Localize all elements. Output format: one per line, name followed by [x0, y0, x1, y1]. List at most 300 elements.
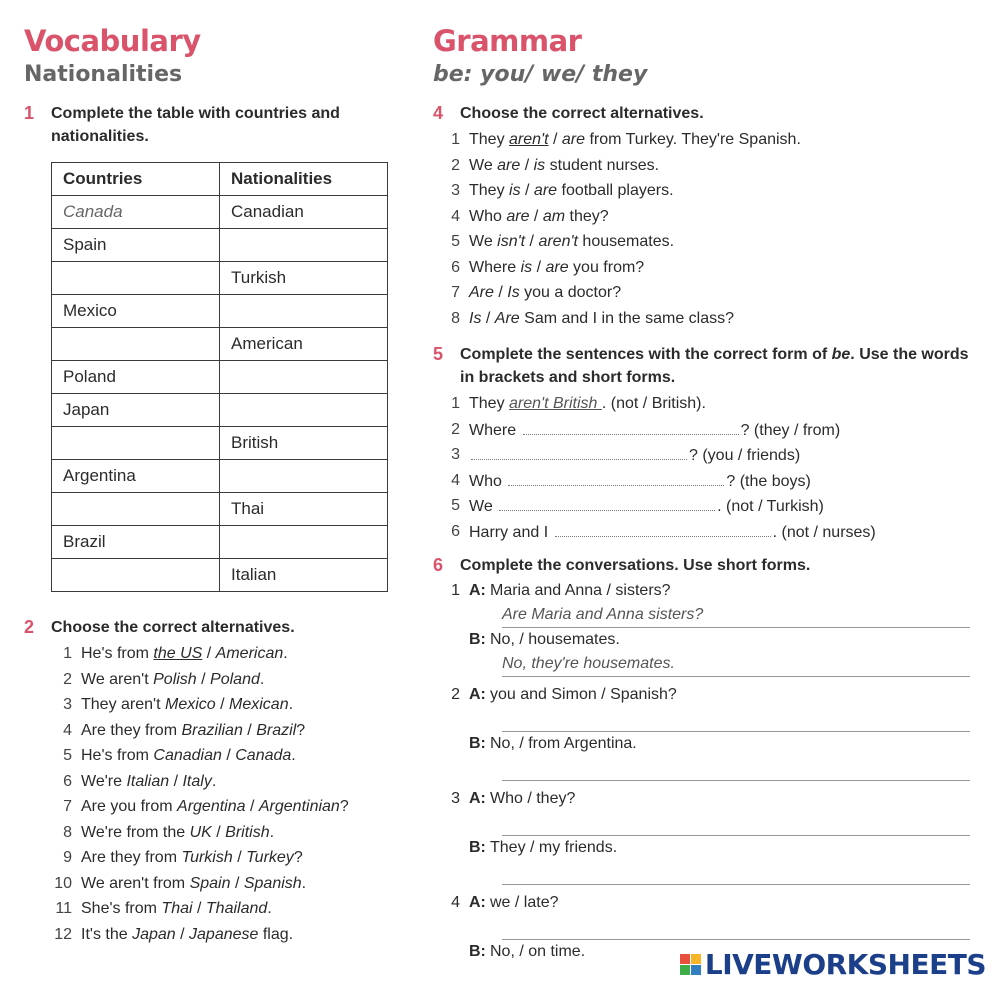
speaker-b-label: B: — [469, 631, 486, 648]
exercise-instruction — [460, 343, 978, 389]
item-number: 1 — [451, 395, 460, 412]
alternative-separator: / — [202, 645, 216, 662]
alternative-a: aren't — [509, 131, 549, 148]
alternative-separator: / — [232, 849, 247, 866]
speaker-b-row — [433, 628, 978, 652]
alternative-separator: / — [242, 721, 257, 739]
item-text — [469, 204, 609, 230]
item-text — [469, 442, 800, 468]
list-item — [24, 845, 404, 871]
country-cell: Argentina — [52, 460, 220, 493]
item-number: 9 — [63, 849, 72, 866]
section-title: Vocabulary — [24, 24, 201, 58]
table-row — [52, 229, 388, 262]
country-cell: Japan — [52, 394, 220, 427]
item-suffix: . — [259, 670, 265, 688]
table-row — [52, 394, 388, 427]
alternative-b: are — [533, 182, 558, 199]
item-text — [469, 153, 659, 179]
item-text — [469, 519, 876, 545]
prompt-text: No, / housemates. — [490, 631, 620, 648]
list-item — [433, 519, 978, 545]
item-number: 7 — [63, 798, 72, 815]
answer-line — [502, 915, 970, 940]
item-text — [81, 871, 306, 897]
item-prefix: They — [469, 131, 510, 148]
vocabulary-section — [24, 24, 404, 947]
item-text — [469, 306, 734, 332]
conversation — [433, 787, 978, 885]
nationality-cell — [220, 526, 388, 559]
list-item — [24, 692, 404, 718]
item-suffix: you a doctor? — [519, 284, 622, 301]
table-row — [52, 361, 388, 394]
item-prefix: We're from the — [81, 823, 190, 841]
alternative-a: are — [506, 207, 530, 225]
country-cell — [52, 493, 220, 526]
item-number: 4 — [451, 207, 460, 225]
alternative-a: UK — [189, 823, 212, 841]
alternative-a: Thai — [161, 900, 193, 917]
list-item — [433, 255, 978, 281]
country-cell — [52, 559, 220, 592]
item-number: 6 — [451, 522, 460, 540]
alternative-b: Mexican — [229, 696, 289, 713]
item-suffix: . — [283, 645, 288, 662]
alternative-a: the US — [153, 645, 203, 662]
item-suffix: football players. — [557, 182, 674, 199]
alternative-a: are — [497, 156, 521, 174]
item-number: 10 — [54, 874, 72, 892]
nationality-cell: American — [220, 328, 388, 361]
item-text — [469, 229, 674, 255]
item-prefix: Are you from — [81, 798, 178, 815]
nationality-cell — [220, 229, 388, 262]
alternative-separator: / — [230, 874, 244, 892]
item-prefix: Are they from — [81, 849, 182, 866]
blank-line — [471, 442, 687, 460]
answer-line — [502, 756, 970, 781]
country-cell: Poland — [52, 361, 220, 394]
item-number: 2 — [451, 156, 460, 174]
item-number: 12 — [54, 925, 72, 943]
answer-line — [502, 707, 970, 732]
exercise-number: 1 — [24, 103, 35, 123]
item-number: 7 — [451, 284, 460, 301]
answer-line — [502, 811, 970, 836]
country-cell — [52, 427, 220, 460]
alternative-b: Italy — [182, 772, 212, 790]
subtitle-be: be — [433, 62, 464, 87]
alternative-separator: / — [221, 747, 236, 764]
alternative-b: Poland — [210, 670, 260, 688]
list-item — [433, 153, 978, 179]
alternative-a: Turkish — [181, 849, 233, 866]
item-text — [81, 667, 264, 693]
list-item — [433, 204, 978, 230]
prompt-text: No, / from Argentina. — [490, 735, 637, 752]
alternative-separator: / — [196, 670, 211, 688]
conversation — [433, 579, 978, 677]
speaker-a-label: A: — [469, 790, 486, 807]
item-suffix: you from? — [568, 258, 645, 276]
alternative-separator: / — [532, 258, 546, 276]
item-prefix: We aren't — [81, 670, 154, 688]
item-suffix: . — [301, 874, 307, 892]
table-row — [52, 427, 388, 460]
exercise-number: 5 — [433, 344, 444, 364]
alternative-separator: / — [493, 284, 508, 301]
item-suffix: ? (the boys) — [726, 472, 811, 490]
item-number: 1 — [63, 645, 72, 662]
speaker-a-label: A: — [469, 686, 486, 703]
item-number — [433, 732, 469, 756]
list-item — [433, 493, 978, 519]
grammar-section — [433, 24, 978, 964]
item-prefix: Harry and I — [469, 523, 553, 541]
alternative-b: Is — [507, 284, 520, 301]
nationality-cell: Turkish — [220, 262, 388, 295]
alternative-a: Canadian — [153, 747, 222, 764]
exercise-instruction: Complete the table with countries and nationalities. — [51, 105, 340, 145]
column-header: Countries — [52, 163, 220, 196]
list-item — [24, 769, 404, 795]
item-suffix: . (not / British). — [601, 395, 706, 412]
list-item — [433, 442, 978, 468]
table-row — [52, 295, 388, 328]
exercise-2-list — [24, 641, 404, 947]
answer-line — [502, 860, 970, 885]
logo-text: LIVEWORKSHEETS — [704, 948, 986, 981]
nationality-cell — [220, 295, 388, 328]
answer-line: No, they're housemates. — [502, 652, 970, 677]
item-suffix: . (not / Turkish) — [717, 498, 824, 515]
item-suffix: ? — [296, 721, 306, 739]
item-suffix: . (not / nurses) — [772, 523, 876, 541]
prompt-text: we / late? — [490, 894, 559, 911]
list-item — [24, 871, 404, 897]
item-number: 8 — [63, 823, 72, 841]
alternative-separator: / — [169, 772, 183, 790]
item-prefix: Are they from — [81, 721, 182, 739]
item-text — [469, 280, 621, 306]
answer-text: aren't British — [509, 395, 602, 412]
item-number: 1 — [451, 582, 460, 599]
alternative-b: Argentinian — [258, 798, 340, 815]
item-suffix: Sam and I in the same class? — [519, 309, 735, 327]
item-number: 4 — [451, 471, 460, 489]
item-text — [81, 769, 216, 795]
list-item — [24, 820, 404, 846]
answer-line: Are Maria and Anna sisters? — [502, 603, 970, 628]
conversation — [433, 683, 978, 781]
blank-line — [499, 493, 715, 511]
item-suffix: ? — [293, 849, 303, 866]
list-item — [433, 127, 978, 153]
table-row — [52, 493, 388, 526]
item-suffix: ? (you / friends) — [689, 447, 801, 464]
item-text — [469, 255, 644, 281]
speaker-b-label: B: — [469, 735, 486, 752]
list-item — [433, 178, 978, 204]
item-prefix: We aren't from — [81, 874, 190, 892]
exercise-5-header — [433, 343, 978, 389]
speaker-a-label: A: — [469, 894, 486, 911]
item-prefix: We — [469, 156, 498, 174]
list-item — [24, 743, 404, 769]
alternative-separator: / — [481, 309, 495, 327]
exercise-instruction: Choose the correct alternatives. — [460, 105, 704, 122]
speaker-b-label: B: — [469, 839, 486, 856]
prompt-text: you and Simon / Spanish? — [490, 686, 677, 703]
item-suffix: housemates. — [577, 233, 675, 250]
list-item — [433, 391, 978, 417]
item-text — [469, 493, 824, 519]
nationality-cell — [220, 361, 388, 394]
alternative-separator: / — [175, 925, 190, 943]
nationality-cell: Thai — [220, 493, 388, 526]
exercise-4-list — [433, 127, 978, 331]
item-prefix: They aren't — [81, 696, 165, 713]
alternative-a: Is — [469, 309, 482, 327]
item-number: 4 — [63, 721, 72, 739]
list-item — [24, 718, 404, 744]
item-number: 3 — [451, 790, 460, 807]
list-item — [24, 641, 404, 667]
alternative-b: are — [545, 258, 569, 276]
item-prefix: We're — [81, 772, 127, 790]
item-text — [469, 127, 801, 153]
item-text — [81, 794, 349, 820]
item-prefix: Where — [469, 258, 521, 276]
table-header-row — [52, 163, 388, 196]
speaker-a-row — [433, 787, 978, 811]
item-prefix: She's from — [81, 900, 162, 917]
instruction-post: . Use the words in brackets and short forms. — [460, 346, 969, 386]
section-subtitle: Nationalities — [24, 62, 183, 87]
item-number: 1 — [451, 131, 460, 148]
speaker-b-label: B: — [469, 943, 486, 960]
item-number: 3 — [451, 446, 460, 463]
alternative-b: am — [542, 207, 566, 225]
item-text — [81, 922, 293, 948]
item-number: 11 — [55, 900, 72, 917]
exercise-4-header — [433, 102, 978, 125]
exercise-2-header — [24, 616, 404, 639]
country-cell: Canada — [52, 196, 220, 229]
list-item — [433, 468, 978, 494]
nationalities-table — [51, 162, 388, 592]
item-text — [81, 820, 274, 846]
list-item — [433, 306, 978, 332]
item-suffix: student nurses. — [545, 156, 660, 174]
alternative-separator: / — [215, 696, 230, 713]
list-item — [433, 280, 978, 306]
item-number: 2 — [63, 670, 72, 688]
alternative-b: Thailand — [205, 900, 268, 917]
exercise-1-header — [24, 102, 404, 148]
blank-line — [523, 417, 739, 435]
alternative-a: is — [509, 182, 521, 199]
alternative-a: Italian — [126, 772, 170, 790]
exercise-instruction: Choose the correct alternatives. — [51, 619, 295, 636]
item-prefix: Where — [469, 421, 521, 439]
item-number: 8 — [451, 309, 460, 327]
section-title: Grammar — [433, 24, 582, 58]
item-prefix: We — [469, 498, 498, 515]
list-item — [24, 922, 404, 948]
speaker-b-row — [433, 836, 978, 860]
item-text — [469, 391, 706, 417]
country-cell: Mexico — [52, 295, 220, 328]
exercise-number: 2 — [24, 617, 35, 637]
section-subtitle — [433, 62, 978, 96]
nationality-cell — [220, 460, 388, 493]
alternative-a: Spain — [189, 874, 231, 892]
alternative-a: Polish — [153, 670, 197, 688]
country-cell — [52, 262, 220, 295]
item-suffix: ? (they / from) — [740, 421, 841, 439]
exercise-number: 4 — [433, 103, 444, 123]
alternative-a: Japan — [132, 925, 176, 943]
alternative-b: Japanese — [189, 925, 259, 943]
alternative-b: is — [533, 156, 546, 174]
item-prefix: They — [469, 395, 510, 412]
alternative-b: Spanish — [243, 874, 302, 892]
speaker-a-row — [433, 683, 978, 707]
item-text — [81, 845, 303, 871]
alternative-a: isn't — [497, 233, 526, 250]
exercise-5-list — [433, 391, 978, 544]
nationality-cell: British — [220, 427, 388, 460]
item-number — [433, 836, 469, 860]
blank-line — [508, 468, 724, 486]
country-cell: Brazil — [52, 526, 220, 559]
exercise-number: 6 — [433, 555, 444, 575]
item-suffix: . — [267, 900, 272, 917]
list-item — [24, 667, 404, 693]
alternative-b: Canada — [235, 747, 292, 764]
item-suffix: flag. — [258, 925, 294, 943]
table-row — [52, 262, 388, 295]
alternative-b: aren't — [538, 233, 578, 250]
alternative-b: British — [225, 823, 270, 841]
item-number: 5 — [451, 497, 460, 514]
prompt-text: Maria and Anna / sisters? — [490, 582, 671, 599]
country-cell — [52, 328, 220, 361]
exercise-instruction: Complete the conversations. Use short forms. — [460, 557, 811, 574]
alternative-b: Are — [494, 309, 520, 327]
item-number — [433, 628, 469, 652]
item-number: 2 — [451, 686, 460, 703]
table-row — [52, 196, 388, 229]
speaker-a-label: A: — [469, 582, 486, 599]
exercise-6-header — [433, 554, 978, 577]
item-suffix: ? — [339, 798, 349, 815]
alternative-a: Argentina — [177, 798, 246, 815]
table-row — [52, 328, 388, 361]
table-row — [52, 460, 388, 493]
alternative-separator: / — [211, 823, 226, 841]
alternative-b: Brazil — [256, 721, 297, 739]
prompt-text: No, / on time. — [490, 943, 586, 960]
item-number — [433, 940, 469, 964]
item-suffix: . — [288, 696, 294, 713]
alternative-separator: / — [245, 798, 259, 815]
item-suffix: . — [211, 772, 217, 790]
item-number: 6 — [451, 258, 460, 276]
nationality-cell: Canadian — [220, 196, 388, 229]
speaker-a-row — [433, 579, 978, 603]
item-text — [81, 692, 293, 718]
item-prefix: Who — [469, 207, 507, 225]
country-cell: Spain — [52, 229, 220, 262]
instruction-pre: Complete the sentences with the correct form of — [460, 346, 832, 363]
list-item — [433, 229, 978, 255]
item-prefix: It's the — [81, 925, 133, 943]
nationality-cell — [220, 394, 388, 427]
item-text — [81, 718, 305, 744]
item-number: 6 — [63, 772, 72, 790]
item-prefix: We — [469, 233, 498, 250]
alternative-a: Brazilian — [181, 721, 243, 739]
item-suffix: they? — [565, 207, 609, 225]
item-text — [469, 417, 840, 443]
item-prefix: He's from — [81, 645, 154, 662]
item-prefix: They — [469, 182, 510, 199]
speaker-a-row — [433, 891, 978, 915]
item-text — [469, 468, 811, 494]
alternative-a: Are — [469, 284, 494, 301]
liveworksheets-logo-icon — [680, 954, 701, 975]
item-number: 5 — [63, 747, 72, 764]
item-suffix: . — [291, 747, 296, 764]
subtitle-rest: : you/ we/ they — [463, 62, 648, 87]
item-text — [469, 178, 674, 204]
table-row — [52, 526, 388, 559]
alternative-a: Mexico — [164, 696, 216, 713]
alternative-b: American — [215, 645, 284, 662]
alternative-separator: / — [548, 131, 562, 148]
nationality-cell: Italian — [220, 559, 388, 592]
speaker-b-row — [433, 732, 978, 756]
alternative-b: are — [561, 131, 586, 148]
list-item — [24, 794, 404, 820]
item-number: 3 — [451, 182, 460, 199]
table-row — [52, 559, 388, 592]
item-text — [81, 641, 288, 667]
item-text — [81, 896, 272, 922]
item-number: 4 — [451, 894, 460, 911]
item-number: 3 — [63, 696, 72, 713]
liveworksheets-logo[interactable] — [680, 948, 986, 981]
blank-line — [555, 519, 771, 537]
alternative-separator: / — [529, 207, 543, 225]
alternative-b: Turkey — [246, 849, 294, 866]
alternative-a: is — [520, 258, 533, 276]
alternative-separator: / — [520, 156, 534, 174]
item-prefix: He's from — [81, 747, 154, 764]
item-number: 2 — [451, 420, 460, 438]
prompt-text: They / my friends. — [490, 839, 618, 856]
exercise-6-conversations — [433, 579, 978, 964]
list-item — [24, 896, 404, 922]
item-text — [81, 743, 296, 769]
prompt-text: Who / they? — [490, 790, 576, 807]
instruction-be: be — [831, 346, 851, 363]
item-suffix: from Turkey. They're Spanish. — [585, 131, 801, 148]
alternative-separator: / — [520, 182, 534, 199]
